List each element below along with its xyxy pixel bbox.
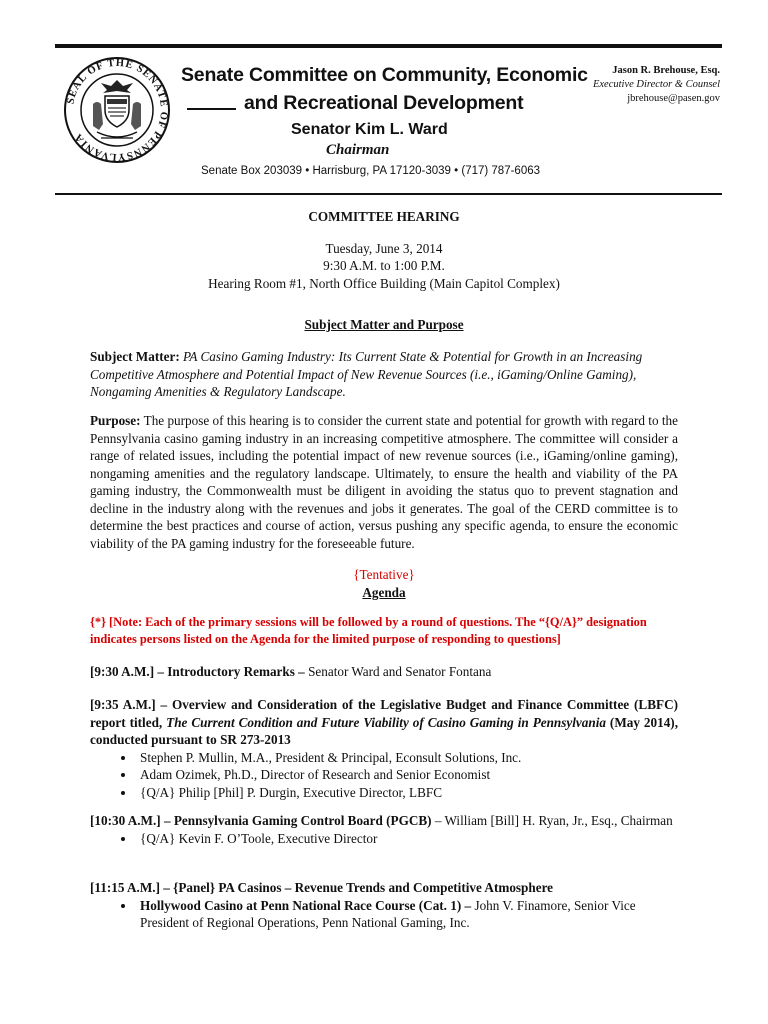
purpose-paragraph	[90, 412, 678, 552]
executive-director-block	[593, 64, 720, 106]
hearing-heading: COMMITTEE HEARING	[308, 209, 460, 224]
agenda-item-1	[90, 663, 678, 681]
hearing-location: Hearing Room #1, North Office Building (Main Capitol Complex)	[208, 275, 560, 291]
agenda-item-time: [10:30 A.M.] – Pennsylvania Gaming Control Board (PGCB)	[90, 813, 432, 828]
speaker-list	[90, 749, 678, 802]
senate-seal-icon	[63, 56, 171, 164]
list-item	[136, 897, 678, 932]
committee-address: Senate Box 203039 • Harrisburg, PA 17120-3039 • (717) 787-6063	[201, 165, 541, 177]
subject-heading: Subject Matter and Purpose	[304, 317, 464, 332]
agenda-heading: Agenda	[362, 585, 406, 600]
agenda-item-2	[90, 696, 678, 801]
director-title: Executive Director & Counsel	[592, 79, 720, 90]
casino-name: Hollywood Casino at Penn National Race Course (Cat. 1) –	[140, 897, 472, 913]
hearing-info	[90, 208, 678, 292]
bottom-rule	[55, 193, 722, 195]
committee-name-line1: Senate Committee on Community, Economic	[181, 64, 588, 86]
list-item: • {Q/A} Kevin F. O’Toole, Executive Director	[136, 830, 678, 848]
purpose-label: Purpose:	[90, 413, 141, 428]
list-item: • Adam Ozimek, Ph.D., Director of Research and Senior Economist	[136, 766, 678, 784]
agenda-note: {*} [Note: Each of the primary sessions will be followed by a round of questions. The “{Q/A}” designation indicates persons listed on the Agenda for the limited purpose of responding to questions]	[90, 615, 647, 646]
seal-text: SEAL OF THE SENATE OF PENNSYLVANIA	[65, 57, 170, 163]
speaker-list	[90, 897, 678, 932]
chairman-title: Chairman	[326, 142, 390, 158]
chairman-name: Senator Kim L. Ward	[291, 121, 448, 138]
speaker-list	[90, 830, 678, 848]
agenda-item-4	[90, 879, 678, 932]
agenda-item-speakers: – William [Bill] H. Ryan, Jr., Esq., Chairman	[431, 813, 673, 828]
hearing-time: 9:30 A.M. to 1:00 P.M.	[323, 258, 445, 273]
purpose-text: The purpose of this hearing is to consider the current state and potential for growth with regard to the Pennsylvania casino gaming industry in an increasing competitive atmosphere. The committee will consider a range of related issues, including the potential impact of new revenue sources (i.e., iGaming/online gaming), nongaming amenities and the regulatory landscape. Ultimately, to ensure the health and viability of the PA gaming industry, the Commonwealth must be diligent in avoiding the status quo to prevent stagnation and decline in the industry along with the revenues and jobs it generates. The goal of the CERD committee is to determine the best practices and course of action, versus pushing any specific agenda, to ensure the economic viability of the PA gaming industry for the foreseeable future.	[90, 413, 678, 551]
agenda-item-tail: (May 2014), conducted pursuant to SR 273-2013	[90, 714, 678, 747]
committee-name-line2: and Recreational Development	[244, 92, 524, 114]
agenda-item-speakers: Senator Ward and Senator Fontana	[304, 664, 492, 679]
director-email: jbrehouse@pasen.gov	[627, 93, 720, 104]
list-item: • {Q/A} Philip [Phil] P. Durgin, Executive Director, LBFC	[136, 784, 678, 802]
agenda-item-time: [11:15 A.M.] – {Panel} PA Casinos – Revenue Trends and Competitive Atmosphere	[90, 880, 554, 895]
letterhead-rule	[187, 108, 236, 110]
report-title: The Current Condition and Future Viability of Casino Gaming in Pennsylvania	[162, 714, 606, 730]
subject-paragraph	[90, 348, 678, 401]
list-item: • Stephen P. Mullin, M.A., President & Principal, Econsult Solutions, Inc.	[136, 749, 678, 767]
top-rule	[55, 44, 722, 48]
subject-label: Subject Matter:	[90, 349, 180, 364]
agenda-item-time: [9:35 A.M.] – Overview and Consideration of the Legislative Budget and Finance Committee (LBFC) report titled,	[90, 697, 678, 730]
agenda-tentative: {Tentative}	[353, 567, 415, 582]
director-name: Jason R. Brehouse, Esq.	[612, 65, 720, 76]
agenda-item-3	[90, 812, 678, 847]
hearing-date: Tuesday, June 3, 2014	[325, 240, 443, 256]
subject-text: PA Casino Gaming Industry: Its Current State & Potential for Growth in an Increasing Competitive Atmosphere and Potential Impact of New Revenue Sources (i.e., iGaming/Online Gaming), Nongaming Amenities & Regulatory Landscape.	[90, 349, 643, 399]
casino-speaker: John V. Finamore, Senior Vice President of Regional Operations, Penn National Gaming, Inc.	[140, 897, 636, 930]
agenda-item-time: [9:30 A.M.] – Introductory Remarks –	[90, 664, 305, 679]
